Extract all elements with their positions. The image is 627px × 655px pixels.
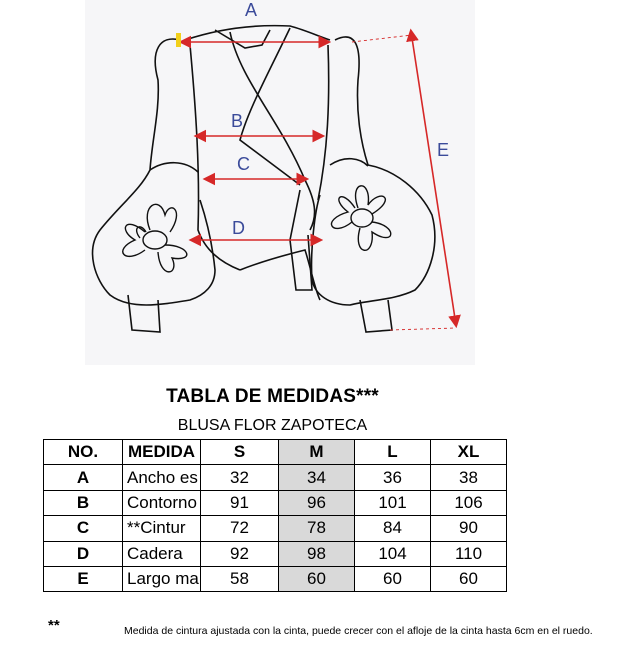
row-no: D xyxy=(44,541,123,566)
header-l: L xyxy=(355,440,431,465)
row-s: 92 xyxy=(201,541,279,566)
table-row xyxy=(44,516,507,541)
row-medida: Largo ma xyxy=(123,566,201,591)
row-no: E xyxy=(44,566,123,591)
footnote-marker: ** xyxy=(48,617,60,634)
row-medida: **Cintur xyxy=(123,516,201,541)
yellow-marker xyxy=(176,33,181,47)
row-medida: Cadera xyxy=(123,541,201,566)
header-medida: MEDIDA xyxy=(123,440,201,465)
row-l: 84 xyxy=(355,516,431,541)
footnote-text: Medida de cintura ajustada con la cinta, puede crecer con el afloje de la cinta hasta 6cm en el ruedo. xyxy=(124,625,593,637)
row-xl: 106 xyxy=(431,490,507,515)
row-m: 98 xyxy=(279,541,355,566)
row-xl: 110 xyxy=(431,541,507,566)
size-table xyxy=(43,439,507,592)
label-d: D xyxy=(232,218,245,238)
header-m: M xyxy=(279,440,355,465)
row-m: 96 xyxy=(279,490,355,515)
row-m: 60 xyxy=(279,566,355,591)
table-header-row xyxy=(44,440,507,465)
label-a: A xyxy=(245,0,258,20)
row-s: 32 xyxy=(201,465,279,490)
label-e: E xyxy=(437,140,450,160)
header-no: NO. xyxy=(44,440,123,465)
row-no: B xyxy=(44,490,123,515)
row-no: C xyxy=(44,516,123,541)
row-medida: Contorno xyxy=(123,490,201,515)
row-xl: 60 xyxy=(431,566,507,591)
label-c: C xyxy=(237,154,250,174)
row-s: 58 xyxy=(201,566,279,591)
row-s: 91 xyxy=(201,490,279,515)
row-l: 60 xyxy=(355,566,431,591)
row-m: 34 xyxy=(279,465,355,490)
row-medida: Ancho es xyxy=(123,465,201,490)
product-subtitle: BLUSA FLOR ZAPOTECA xyxy=(177,417,368,434)
table-row xyxy=(44,566,507,591)
header-xl: XL xyxy=(431,440,507,465)
row-m: 78 xyxy=(279,516,355,541)
sketch-background xyxy=(85,0,475,365)
row-no: A xyxy=(44,465,123,490)
header-s: S xyxy=(201,440,279,465)
row-xl: 38 xyxy=(431,465,507,490)
row-xl: 90 xyxy=(431,516,507,541)
row-l: 104 xyxy=(355,541,431,566)
row-l: 101 xyxy=(355,490,431,515)
table-row xyxy=(44,490,507,515)
row-l: 36 xyxy=(355,465,431,490)
table-row xyxy=(44,541,507,566)
table-row xyxy=(44,465,507,490)
size-chart-title: TABLA DE MEDIDAS*** xyxy=(166,386,379,407)
row-s: 72 xyxy=(201,516,279,541)
label-b: B xyxy=(231,111,244,131)
